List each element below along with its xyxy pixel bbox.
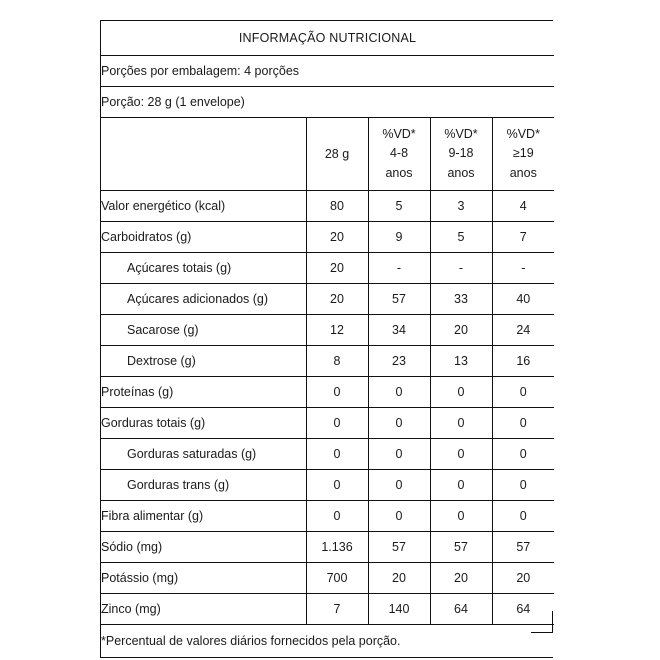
nutrient-name: Gorduras saturadas (g) [101, 439, 306, 470]
nutrient-vd-19-plus: 0 [492, 501, 554, 532]
header-amount: 28 g [306, 118, 368, 191]
nutrient-name: Sódio (mg) [101, 532, 306, 563]
table-row [101, 439, 554, 470]
table-row [101, 377, 554, 408]
table-row-title [101, 21, 554, 56]
table-row [101, 346, 554, 377]
nutrient-vd-19-plus: - [492, 253, 554, 284]
nutrient-vd-19-plus: 0 [492, 439, 554, 470]
header-blank [101, 118, 306, 191]
nutrient-amount: 12 [306, 315, 368, 346]
nutrient-name: Açúcares totais (g) [101, 253, 306, 284]
header-vd-unit-3: anos [509, 165, 537, 180]
table-row [101, 408, 554, 439]
nutrient-name: Açúcares adicionados (g) [101, 284, 306, 315]
table-row [101, 315, 554, 346]
header-vd-19-plus [492, 118, 554, 191]
nutrient-vd-4-8: - [368, 253, 430, 284]
nutrient-vd-9-18: 3 [430, 191, 492, 222]
table-row [101, 191, 554, 222]
panel-title: INFORMAÇÃO NUTRICIONAL [101, 21, 554, 56]
nutrient-name: Gorduras trans (g) [101, 470, 306, 501]
header-vd-range-1: 4-8 [389, 146, 409, 161]
nutrient-vd-9-18: 33 [430, 284, 492, 315]
crop-corner-mark [531, 611, 553, 633]
nutrient-vd-19-plus: 57 [492, 532, 554, 563]
nutrient-vd-4-8: 0 [368, 408, 430, 439]
footnote: *Percentual de valores diários fornecidos pela porção. [101, 625, 554, 658]
table-header-row [101, 118, 554, 191]
nutrient-vd-9-18: 0 [430, 408, 492, 439]
nutrient-vd-9-18: 20 [430, 563, 492, 594]
header-vd-4-8 [368, 118, 430, 191]
nutrient-vd-4-8: 23 [368, 346, 430, 377]
table-row-footnote [101, 625, 554, 658]
nutrient-vd-9-18: 5 [430, 222, 492, 253]
nutrient-vd-9-18: - [430, 253, 492, 284]
table-row [101, 253, 554, 284]
nutrient-vd-19-plus: 0 [492, 408, 554, 439]
nutrient-amount: 0 [306, 470, 368, 501]
nutrient-name: Potássio (mg) [101, 563, 306, 594]
nutrient-vd-4-8: 34 [368, 315, 430, 346]
header-vd-9-18 [430, 118, 492, 191]
table-row [101, 501, 554, 532]
nutrient-vd-9-18: 0 [430, 470, 492, 501]
nutrient-vd-9-18: 57 [430, 532, 492, 563]
nutrient-vd-4-8: 0 [368, 377, 430, 408]
nutrient-name: Valor energético (kcal) [101, 191, 306, 222]
nutrient-name: Fibra alimentar (g) [101, 501, 306, 532]
nutrient-amount: 20 [306, 284, 368, 315]
header-vd-range-3: ≥19 [512, 146, 534, 161]
portion-size: Porção: 28 g (1 envelope) [101, 87, 554, 118]
nutrient-vd-9-18: 64 [430, 594, 492, 625]
nutrient-amount: 700 [306, 563, 368, 594]
nutrient-vd-4-8: 0 [368, 501, 430, 532]
nutrient-vd-4-8: 9 [368, 222, 430, 253]
nutrition-table [101, 21, 554, 657]
servings-per-package: Porções por embalagem: 4 porções [101, 56, 554, 87]
nutrient-amount: 0 [306, 439, 368, 470]
table-row [101, 563, 554, 594]
table-row-servings [101, 56, 554, 87]
nutrient-amount: 7 [306, 594, 368, 625]
nutrient-vd-19-plus: 7 [492, 222, 554, 253]
nutrient-amount: 80 [306, 191, 368, 222]
nutrient-vd-19-plus: 20 [492, 563, 554, 594]
nutrient-amount: 0 [306, 408, 368, 439]
nutrient-vd-4-8: 57 [368, 532, 430, 563]
header-vd-label-2: %VD* [444, 126, 478, 141]
table-row [101, 532, 554, 563]
nutrient-vd-4-8: 5 [368, 191, 430, 222]
nutrient-name: Zinco (mg) [101, 594, 306, 625]
nutrient-amount: 0 [306, 501, 368, 532]
table-row [101, 594, 554, 625]
header-vd-label-3: %VD* [506, 126, 540, 141]
nutrient-vd-9-18: 20 [430, 315, 492, 346]
header-vd-range-2: 9-18 [448, 146, 474, 161]
nutrient-vd-4-8: 0 [368, 439, 430, 470]
nutrient-amount: 20 [306, 222, 368, 253]
nutrient-vd-4-8: 0 [368, 470, 430, 501]
nutrient-vd-19-plus: 24 [492, 315, 554, 346]
nutrient-vd-19-plus: 40 [492, 284, 554, 315]
nutrient-vd-4-8: 20 [368, 563, 430, 594]
nutrient-vd-19-plus: 64 [492, 594, 554, 625]
nutrient-vd-9-18: 0 [430, 377, 492, 408]
table-row [101, 470, 554, 501]
nutrient-amount: 1.136 [306, 532, 368, 563]
nutrient-vd-19-plus: 0 [492, 377, 554, 408]
nutrient-amount: 20 [306, 253, 368, 284]
nutrition-facts-panel [100, 20, 553, 658]
nutrient-vd-9-18: 0 [430, 439, 492, 470]
nutrient-vd-9-18: 0 [430, 501, 492, 532]
nutrient-amount: 0 [306, 377, 368, 408]
nutrient-name: Proteínas (g) [101, 377, 306, 408]
nutrient-name: Sacarose (g) [101, 315, 306, 346]
nutrient-vd-19-plus: 16 [492, 346, 554, 377]
nutrient-vd-19-plus: 0 [492, 470, 554, 501]
nutrient-name: Carboidratos (g) [101, 222, 306, 253]
nutrient-vd-19-plus: 4 [492, 191, 554, 222]
header-vd-label-1: %VD* [382, 126, 416, 141]
table-row [101, 222, 554, 253]
nutrient-amount: 8 [306, 346, 368, 377]
header-vd-unit-1: anos [385, 165, 413, 180]
header-vd-unit-2: anos [447, 165, 475, 180]
table-row-portion [101, 87, 554, 118]
table-row [101, 284, 554, 315]
nutrient-vd-9-18: 13 [430, 346, 492, 377]
nutrient-name: Dextrose (g) [101, 346, 306, 377]
nutrient-vd-4-8: 140 [368, 594, 430, 625]
nutrient-vd-4-8: 57 [368, 284, 430, 315]
nutrient-name: Gorduras totais (g) [101, 408, 306, 439]
